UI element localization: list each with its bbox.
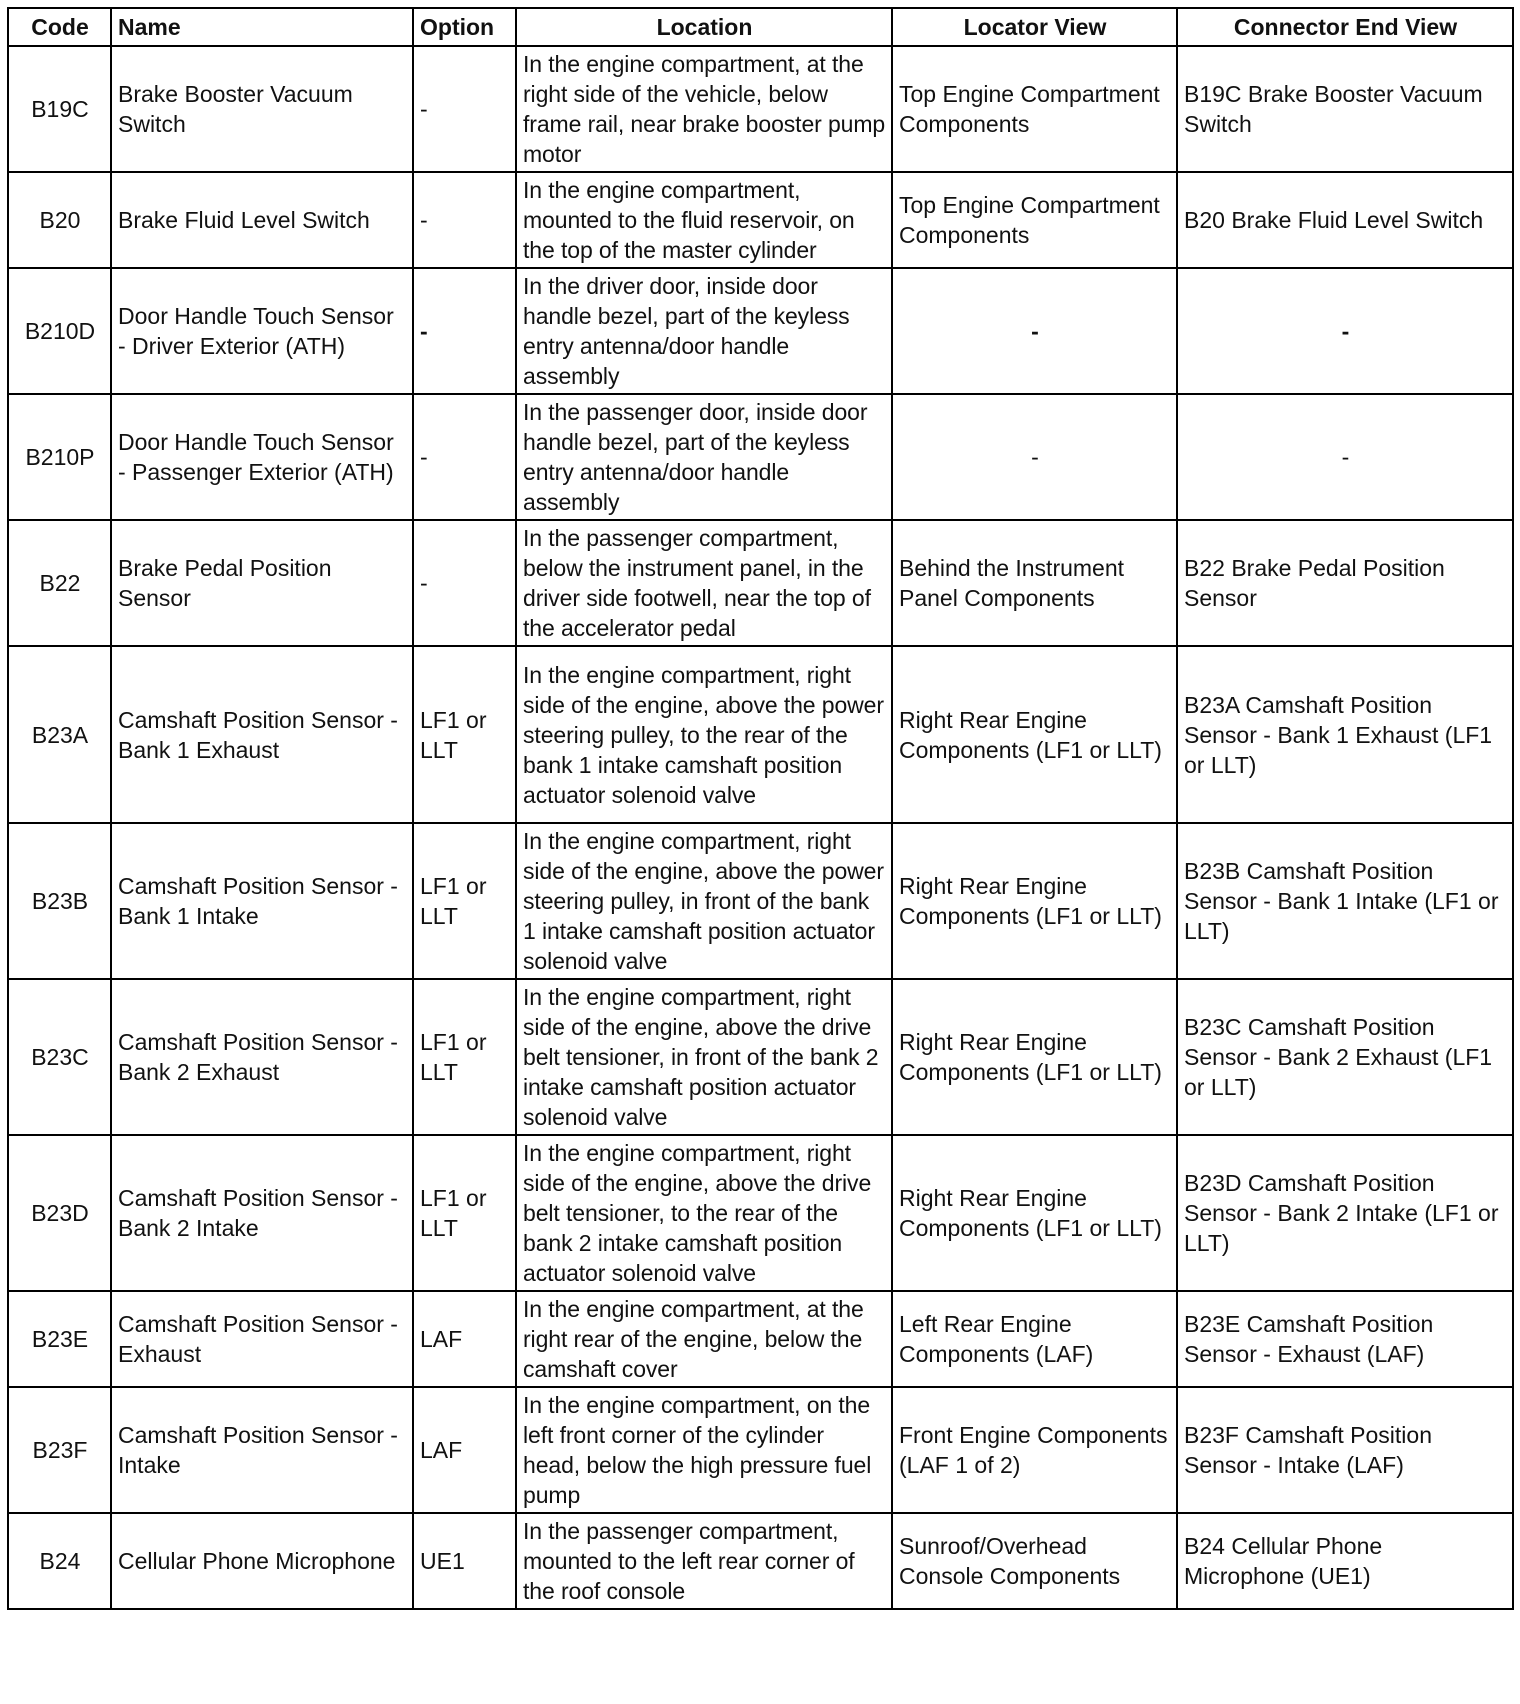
cell-location: In the driver door, inside door handle bezel, part of the keyless entry antenna/door handle assembly	[516, 268, 892, 394]
cell-location: In the engine compartment, at the right rear of the engine, below the camshaft cover	[516, 1291, 892, 1387]
cell-location: In the engine compartment, at the right side of the vehicle, below frame rail, near brake booster pump motor	[516, 46, 892, 172]
cell-code: B24	[8, 1513, 111, 1609]
header-code: Code	[8, 8, 111, 46]
cell-locator-view: Top Engine Compartment Components	[892, 46, 1177, 172]
table-row	[8, 520, 1513, 646]
cell-name: Camshaft Position Sensor - Exhaust	[111, 1291, 413, 1387]
cell-connector-end-view: B23C Camshaft Position Sensor - Bank 2 Exhaust (LF1 or LLT)	[1177, 979, 1513, 1135]
cell-code: B23E	[8, 1291, 111, 1387]
cell-code: B20	[8, 172, 111, 268]
cell-option: LAF	[413, 1291, 516, 1387]
cell-location: In the engine compartment, right side of the engine, above the drive belt tensioner, in front of the bank 2 intake camshaft position actuator solenoid valve	[516, 979, 892, 1135]
header-connector-end-view: Connector End View	[1177, 8, 1513, 46]
cell-connector-end-view: B23D Camshaft Position Sensor - Bank 2 Intake (LF1 or LLT)	[1177, 1135, 1513, 1291]
cell-name: Brake Booster Vacuum Switch	[111, 46, 413, 172]
cell-code: B23D	[8, 1135, 111, 1291]
cell-code: B23F	[8, 1387, 111, 1513]
table-row	[8, 823, 1513, 979]
cell-connector-end-view: B24 Cellular Phone Microphone (UE1)	[1177, 1513, 1513, 1609]
cell-option: LF1 or LLT	[413, 646, 516, 823]
cell-name: Brake Pedal Position Sensor	[111, 520, 413, 646]
table-row	[8, 394, 1513, 520]
header-location: Location	[516, 8, 892, 46]
cell-code: B210P	[8, 394, 111, 520]
cell-locator-view: Behind the Instrument Panel Components	[892, 520, 1177, 646]
cell-locator-view: Right Rear Engine Components (LF1 or LLT)	[892, 646, 1177, 823]
table-row	[8, 1387, 1513, 1513]
cell-code: B23A	[8, 646, 111, 823]
header-option: Option	[413, 8, 516, 46]
header-name: Name	[111, 8, 413, 46]
component-locator-table	[7, 7, 1514, 1610]
cell-option: -	[413, 394, 516, 520]
cell-location: In the engine compartment, right side of the engine, above the drive belt tensioner, to the rear of the bank 2 intake camshaft position actuator solenoid valve	[516, 1135, 892, 1291]
cell-locator-view: Sunroof/Overhead Console Components	[892, 1513, 1177, 1609]
cell-name: Cellular Phone Microphone	[111, 1513, 413, 1609]
cell-code: B23C	[8, 979, 111, 1135]
cell-connector-end-view: -	[1177, 268, 1513, 394]
cell-name: Camshaft Position Sensor - Intake	[111, 1387, 413, 1513]
cell-code: B23B	[8, 823, 111, 979]
table-row	[8, 1291, 1513, 1387]
cell-option: LF1 or LLT	[413, 979, 516, 1135]
cell-connector-end-view: B23F Camshaft Position Sensor - Intake (LAF)	[1177, 1387, 1513, 1513]
table-row	[8, 979, 1513, 1135]
table-row	[8, 1135, 1513, 1291]
cell-locator-view: -	[892, 394, 1177, 520]
cell-location: In the engine compartment, on the left front corner of the cylinder head, below the high pressure fuel pump	[516, 1387, 892, 1513]
cell-locator-view: -	[892, 268, 1177, 394]
cell-location: In the engine compartment, right side of the engine, above the power steering pulley, in front of the bank 1 intake camshaft position actuator solenoid valve	[516, 823, 892, 979]
cell-connector-end-view: B22 Brake Pedal Position Sensor	[1177, 520, 1513, 646]
cell-code: B210D	[8, 268, 111, 394]
cell-location: In the engine compartment, right side of the engine, above the power steering pulley, to the rear of the bank 1 intake camshaft position actuator solenoid valve	[516, 646, 892, 823]
cell-connector-end-view: B23B Camshaft Position Sensor - Bank 1 Intake (LF1 or LLT)	[1177, 823, 1513, 979]
cell-option: -	[413, 172, 516, 268]
cell-locator-view: Right Rear Engine Components (LF1 or LLT)	[892, 823, 1177, 979]
cell-connector-end-view: B19C Brake Booster Vacuum Switch	[1177, 46, 1513, 172]
cell-code: B19C	[8, 46, 111, 172]
cell-name: Camshaft Position Sensor - Bank 2 Intake	[111, 1135, 413, 1291]
cell-connector-end-view: B23E Camshaft Position Sensor - Exhaust (LAF)	[1177, 1291, 1513, 1387]
cell-name: Door Handle Touch Sensor - Driver Exterior (ATH)	[111, 268, 413, 394]
header-locator-view: Locator View	[892, 8, 1177, 46]
cell-name: Camshaft Position Sensor - Bank 2 Exhaust	[111, 979, 413, 1135]
cell-locator-view: Right Rear Engine Components (LF1 or LLT)	[892, 979, 1177, 1135]
cell-connector-end-view: B20 Brake Fluid Level Switch	[1177, 172, 1513, 268]
cell-name: Brake Fluid Level Switch	[111, 172, 413, 268]
cell-location: In the passenger door, inside door handle bezel, part of the keyless entry antenna/door handle assembly	[516, 394, 892, 520]
cell-name: Door Handle Touch Sensor - Passenger Exterior (ATH)	[111, 394, 413, 520]
cell-name: Camshaft Position Sensor - Bank 1 Intake	[111, 823, 413, 979]
cell-connector-end-view: -	[1177, 394, 1513, 520]
cell-option: LAF	[413, 1387, 516, 1513]
table-row	[8, 646, 1513, 823]
cell-connector-end-view: B23A Camshaft Position Sensor - Bank 1 Exhaust (LF1 or LLT)	[1177, 646, 1513, 823]
cell-locator-view: Right Rear Engine Components (LF1 or LLT)	[892, 1135, 1177, 1291]
cell-option: -	[413, 268, 516, 394]
cell-location: In the engine compartment, mounted to the fluid reservoir, on the top of the master cylinder	[516, 172, 892, 268]
cell-option: -	[413, 520, 516, 646]
table-row	[8, 268, 1513, 394]
table-row	[8, 1513, 1513, 1609]
cell-option: LF1 or LLT	[413, 1135, 516, 1291]
cell-option: UE1	[413, 1513, 516, 1609]
table-header-row	[8, 8, 1513, 46]
cell-locator-view: Front Engine Components (LAF 1 of 2)	[892, 1387, 1177, 1513]
table-row	[8, 172, 1513, 268]
cell-code: B22	[8, 520, 111, 646]
table-row	[8, 46, 1513, 172]
cell-option: LF1 or LLT	[413, 823, 516, 979]
cell-locator-view: Top Engine Compartment Components	[892, 172, 1177, 268]
cell-option: -	[413, 46, 516, 172]
cell-name: Camshaft Position Sensor - Bank 1 Exhaust	[111, 646, 413, 823]
cell-locator-view: Left Rear Engine Components (LAF)	[892, 1291, 1177, 1387]
cell-location: In the passenger compartment, below the instrument panel, in the driver side footwell, near the top of the accelerator pedal	[516, 520, 892, 646]
cell-location: In the passenger compartment, mounted to the left rear corner of the roof console	[516, 1513, 892, 1609]
